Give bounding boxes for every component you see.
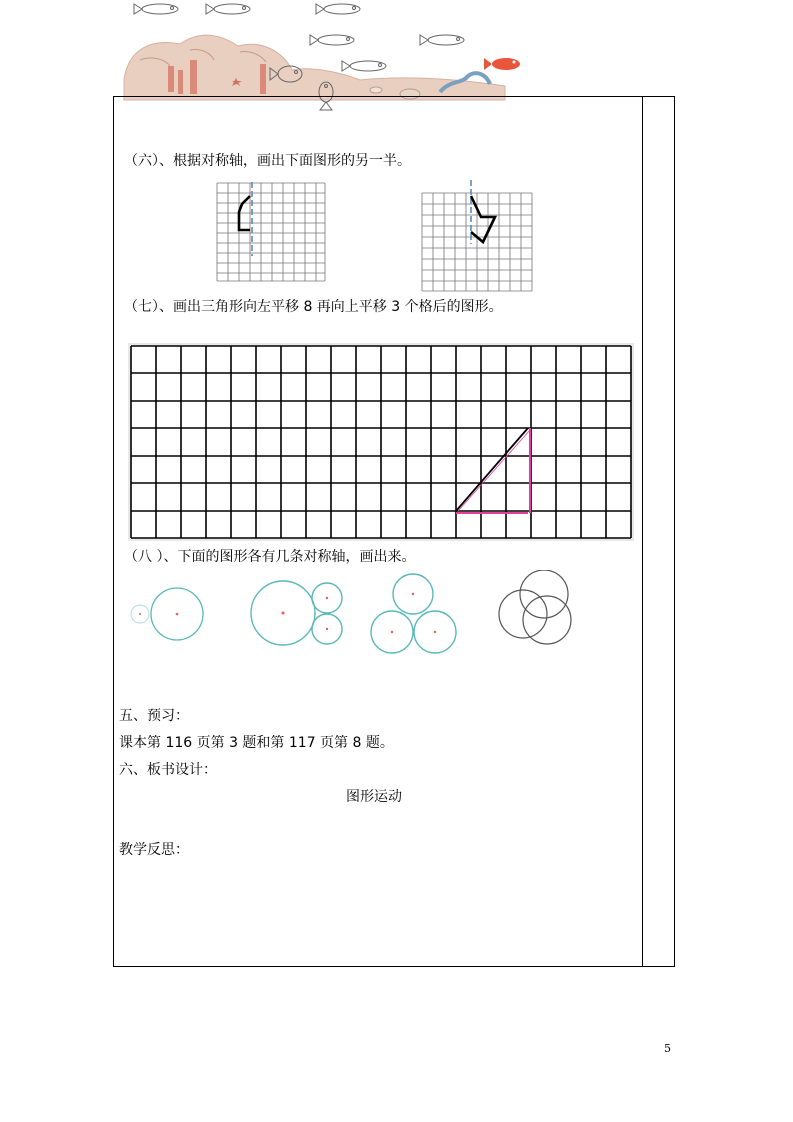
translation-grid [128, 343, 634, 541]
exercise-eight-text: （八 ）、下面的图形各有几条对称轴，画出来。 [124, 549, 416, 565]
half-shape-right [471, 196, 495, 242]
preview-heading: 五、预习： [119, 708, 189, 724]
exercise-seven-text: （七）、画出三角形向左平移 8 再向上平移 3 个格后的图形。 [124, 299, 503, 315]
circle-figure-4 [499, 570, 571, 644]
circle-figure-1 [131, 588, 203, 640]
exercise-six-text: （六）、根据对称轴，画出下面图形的另一半。 [124, 153, 411, 169]
board-title: 图形运动 [346, 789, 402, 805]
symmetry-grid-left [216, 182, 326, 282]
circle-figure-3 [371, 574, 456, 653]
reflection-heading: 教学反思： [119, 842, 189, 858]
board-heading: 六、板书设计： [119, 762, 217, 778]
symmetry-grid-right [421, 180, 533, 292]
fish-icon [134, 4, 178, 14]
preview-content: 课本第 116 页第 3 题和第 117 页第 8 题。 [119, 735, 394, 751]
page-number: 5 [664, 1042, 671, 1055]
circle-figure-2 [251, 581, 342, 645]
table-column-divider [642, 96, 643, 966]
circle-figures [125, 570, 585, 660]
